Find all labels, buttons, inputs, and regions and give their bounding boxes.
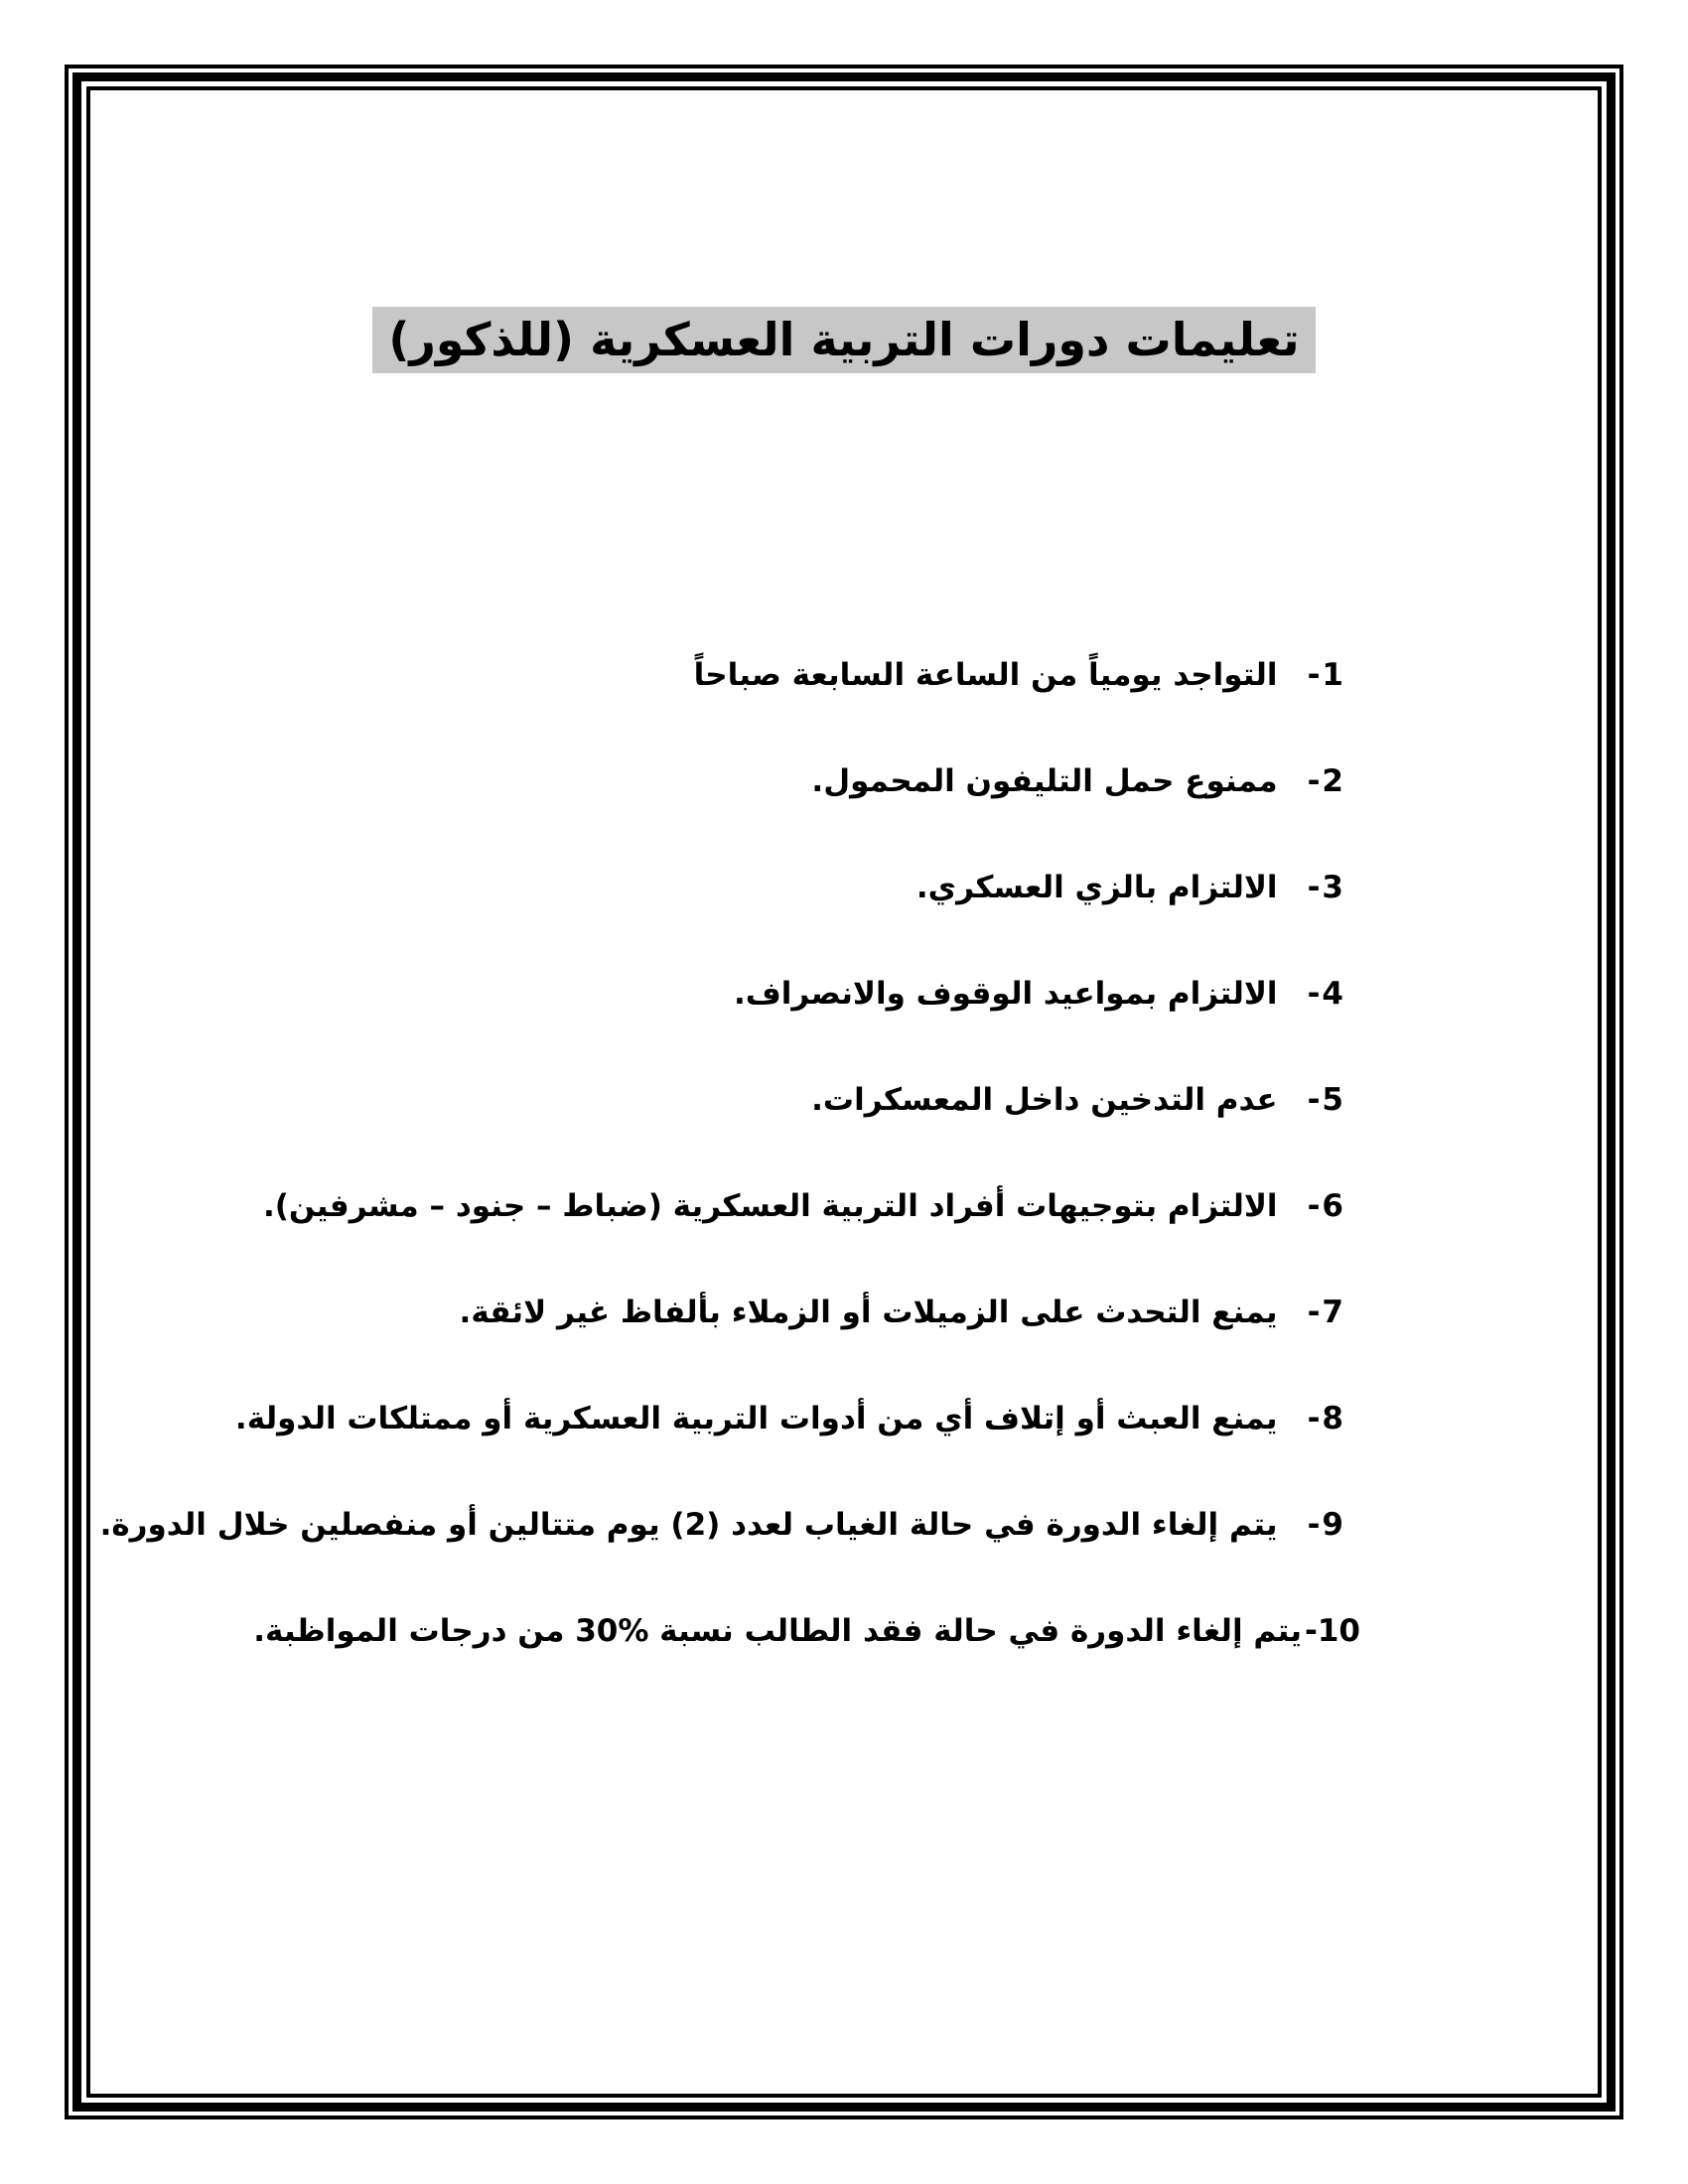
list-item-text: يمنع التحدث على الزميلات أو الزملاء بألفاظ غير لائقة.: [459, 1294, 1278, 1330]
list-item: [94, 1259, 1345, 1365]
list-item: [94, 834, 1345, 940]
instructions-list: [94, 621, 1360, 1684]
list-item-text: الالتزام بمواعيد الوقوف والانصراف.: [734, 975, 1278, 1012]
list-item: [94, 1046, 1345, 1153]
list-item-number: -7: [1307, 1294, 1345, 1330]
list-item-text: يمنع العبث أو إتلاف أي من أدوات التربية العسكرية أو ممتلكات الدولة.: [234, 1400, 1278, 1436]
list-item-number: -8: [1307, 1400, 1345, 1436]
list-item: [94, 728, 1345, 834]
title-container: [0, 307, 1688, 373]
list-item-text: ممنوع حمل التليفون المحمول.: [811, 762, 1278, 799]
list-item: [94, 621, 1345, 728]
list-item-number: -3: [1307, 869, 1345, 905]
list-item-text: عدم التدخين داخل المعسكرات.: [811, 1081, 1278, 1118]
list-item-text: الالتزام بالزي العسكري.: [915, 869, 1278, 905]
list-item-text: الالتزام بتوجيهات أفراد التربية العسكرية (ضباط – جنود – مشرفين).: [262, 1187, 1278, 1224]
list-item-number: -10: [1304, 1612, 1360, 1649]
page-title: تعليمات دورات التربية العسكرية (للذكور): [372, 307, 1315, 373]
list-item-number: -6: [1307, 1187, 1345, 1224]
list-item-text: التواجد يومياً من الساعة السابعة صباحاً: [693, 656, 1278, 693]
list-item-number: -5: [1307, 1081, 1345, 1118]
list-item-text: يتم إلغاء الدورة في حالة الغياب لعدد (2) يوم متتالين أو منفصلين خلال الدورة.: [99, 1506, 1278, 1543]
list-item: [94, 1577, 1360, 1684]
list-item: [94, 1471, 1345, 1577]
list-item: [94, 1365, 1345, 1471]
list-item-number: -1: [1307, 656, 1345, 693]
list-item: [94, 940, 1345, 1046]
list-item-text: يتم إلغاء الدورة في حالة فقد الطالب نسبة %30 من درجات المواظبة.: [253, 1612, 1302, 1649]
list-item-number: -4: [1307, 975, 1345, 1012]
list-item: [94, 1153, 1345, 1259]
list-item-number: -9: [1307, 1506, 1345, 1543]
list-item-number: -2: [1307, 762, 1345, 799]
